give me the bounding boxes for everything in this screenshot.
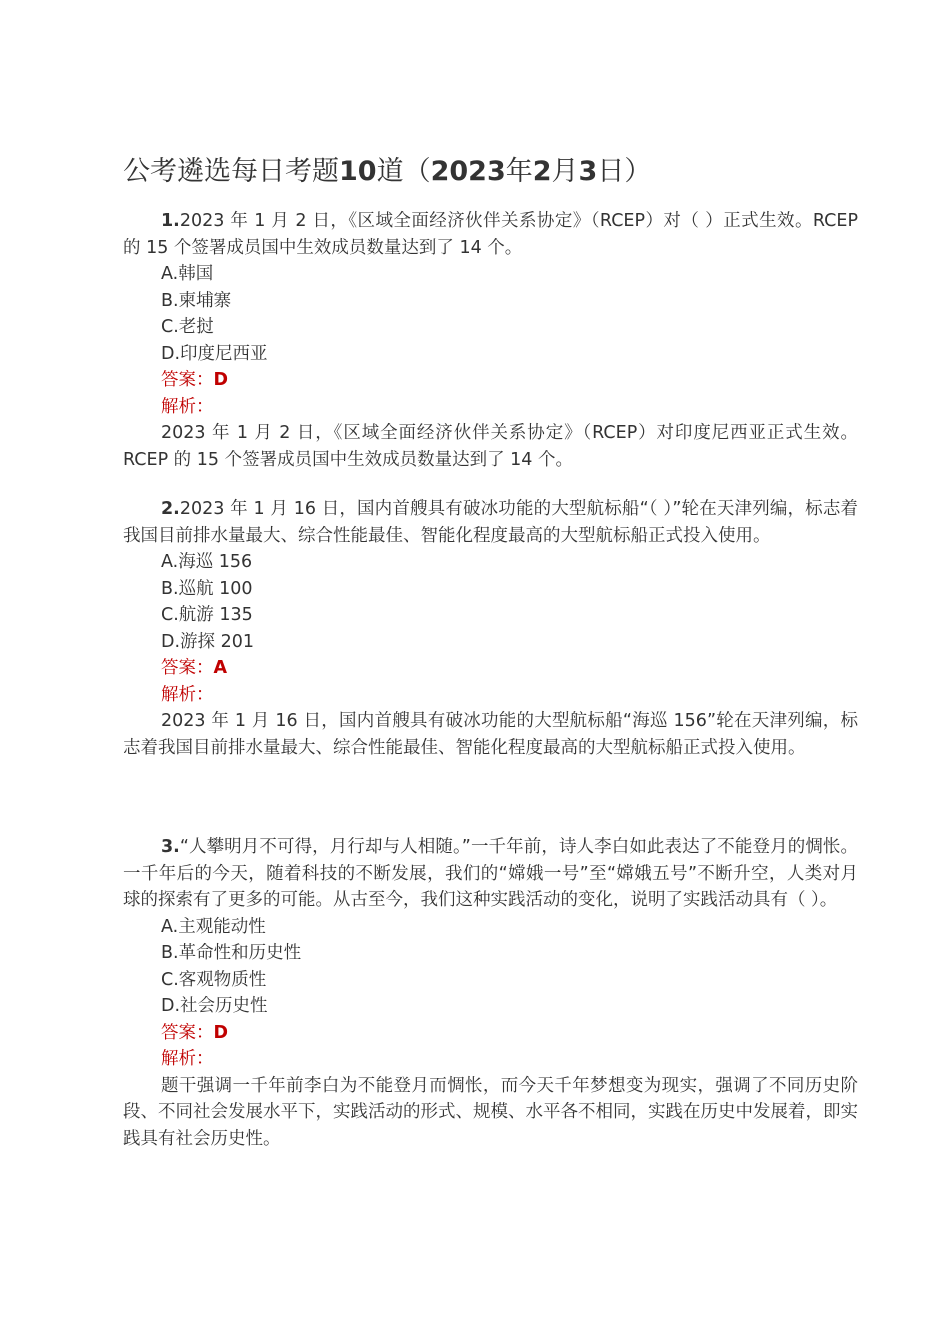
question-3 xyxy=(123,834,858,1152)
question-stem: 3.“人攀明月不可得，月行却与人相随。”一千年前，诗人李白如此表达了不能登月的惆怅。一千年后的今天，随着科技的不断发展，我们的“嫦娥一号”至“嫦娥五号”不断升空，人类对月球的探索有了更多的可能。从古至今，我们这种实践活动的变化，说明了实践活动具有（ ）。 xyxy=(123,837,858,910)
question-1 xyxy=(123,208,858,473)
option-a: A.主观能动性 xyxy=(161,916,266,937)
analysis-text: 题干强调一千年前李白为不能登月而惆怅，而今天千年梦想变为现实，强调了不同历史阶段、不同社会发展水平下，实践活动的形式、规模、水平各不相同，实践在历史中发展着，即实践具有社会历史性。 xyxy=(123,1075,858,1149)
analysis-label: 解析： xyxy=(161,396,214,417)
question-stem: 1.2023 年 1 月 2 日，《区域全面经济伙伴关系协定》（RCEP）对（ ）正式生效。RCEP 的 15 个签署成员国中生效成员数量达到了 14 个。 xyxy=(123,211,858,258)
analysis-text: 2023 年 1 月 2 日，《区域全面经济伙伴关系协定》（RCEP）对印度尼西亚正式生效。RCEP 的 15 个签署成员国中生效成员数量达到了 14 个。 xyxy=(123,423,858,470)
option-c: C.航游 135 xyxy=(161,605,253,625)
analysis-label: 解析： xyxy=(161,1049,214,1069)
question-2 xyxy=(123,496,858,761)
option-d: D.社会历史性 xyxy=(161,996,268,1016)
option-c: C.老挝 xyxy=(161,317,214,337)
analysis-text: 2023 年 1 月 16 日，国内首艘具有破冰功能的大型航标船“海巡 156”轮在天津列编，标志着我国目前排水量最大、综合性能最佳、智能化程度最高的大型航标船正式投入使用。 xyxy=(123,711,858,758)
answer-line: 答案：D xyxy=(161,370,229,390)
option-a: A.海巡 156 xyxy=(161,552,253,572)
option-c: C.客观物质性 xyxy=(161,969,267,990)
page-title: 公考遴选每日考题10道（2023年2月3日） xyxy=(123,156,652,187)
option-b: B.柬埔寨 xyxy=(161,290,232,311)
answer-line: 答案：D xyxy=(161,1022,229,1043)
option-b: B.革命性和历史性 xyxy=(161,943,302,963)
option-d: D.印度尼西亚 xyxy=(161,343,268,364)
option-a: A.韩国 xyxy=(161,264,214,284)
question-stem: 2.2023 年 1 月 16 日，国内首艘具有破冰功能的大型航标船“（ ）”轮在天津列编，标志着我国目前排水量最大、综合性能最佳、智能化程度最高的大型航标船正式投入使用。 xyxy=(123,499,858,546)
answer-line: 答案：A xyxy=(161,658,228,678)
option-d: D.游探 201 xyxy=(161,631,255,652)
analysis-label: 解析： xyxy=(161,684,214,705)
option-b: B.巡航 100 xyxy=(161,578,253,599)
